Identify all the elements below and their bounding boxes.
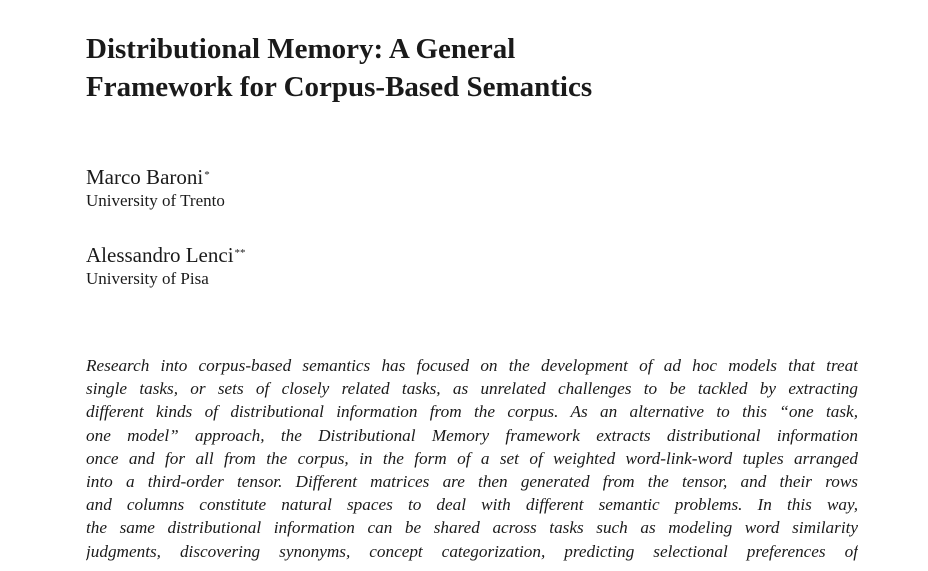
paper-title [86, 30, 592, 106]
abstract-line: different kinds of distributional information from the corpus. As an alternative to this “one task, [86, 402, 858, 422]
abstract-line: and columns constitute natural spaces to deal with different semantic problems. In this way, [86, 495, 858, 515]
abstract-line: the same distributional information can be shared across tasks such as modeling word similarity [86, 518, 858, 538]
author-name-text: Alessandro Lenci [86, 243, 234, 267]
author-affiliation: University of Pisa [86, 269, 209, 288]
author-affiliation: University of Trento [86, 191, 225, 210]
abstract-line: Research into corpus-based semantics has focused on the development of ad hoc models that treat [86, 356, 858, 375]
author-name [86, 242, 246, 268]
author-block-2 [86, 242, 246, 290]
abstract-line: single tasks, or sets of closely related tasks, as unrelated challenges to be tackled by extracting [86, 379, 858, 399]
abstract-line: once and for all from the corpus, in the form of a set of weighted word-link-word tuples arranged [86, 448, 858, 468]
title-line-2: Framework for Corpus-Based Semantics [86, 71, 593, 103]
abstract [86, 354, 858, 563]
abstract-line: one model” approach, the Distributional Memory framework extracts distributional information [86, 425, 858, 445]
author-block-1 [86, 164, 225, 212]
title-line-1: Distributional Memory: A General [86, 33, 516, 65]
abstract-line: judgments, discovering synonyms, concept categorization, predicting selectional preferences of [86, 541, 858, 561]
author-name-text: Marco Baroni [86, 165, 204, 189]
abstract-line: into a third-order tensor. Different matrices are then generated from the tensor, and their rows [86, 471, 858, 491]
author-name [86, 164, 225, 190]
author-footnote-mark: ** [234, 247, 246, 259]
author-footnote-mark: * [204, 169, 210, 181]
